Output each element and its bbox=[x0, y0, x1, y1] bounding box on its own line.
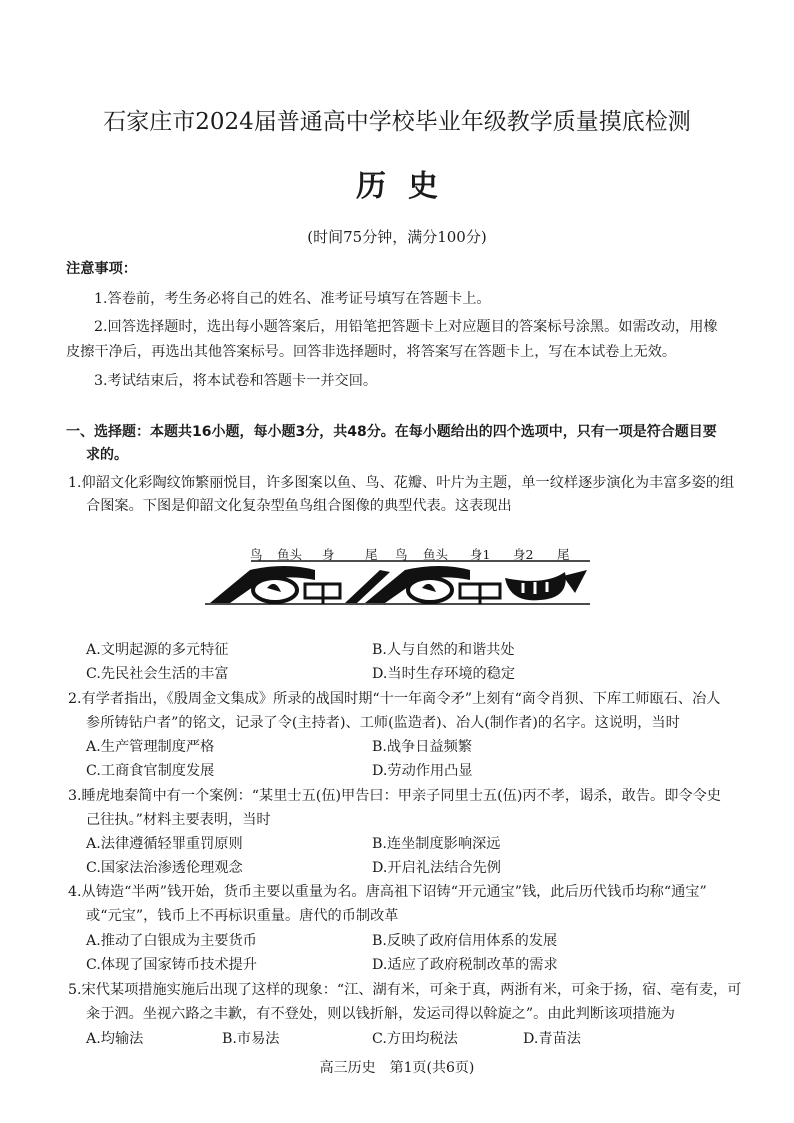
option-a: A.文明起源的多元特征 bbox=[86, 642, 229, 658]
notice-item: 2.回答选择题时，选出每小题答案后，用铅笔把答题卡上对应题目的答案标号涂黑。如需改动，用橡 bbox=[94, 319, 718, 335]
question-text: 5.宋代某项措施实施后出现了这样的现象：“江、湖有米，可籴于真，两浙有米，可籴于扬，宿、亳有麦，可 bbox=[68, 982, 742, 998]
option-a: A.均输法 bbox=[86, 1031, 144, 1047]
pattern-drawing bbox=[205, 558, 595, 608]
option-c: C.体现了国家铸币技术提升 bbox=[86, 957, 257, 973]
option-c: C.工商食官制度发展 bbox=[86, 763, 215, 779]
option-b: B.市易法 bbox=[222, 1031, 280, 1047]
option-d: D.适应了政府税制改革的需求 bbox=[372, 957, 558, 973]
option-c: C.先民社会生活的丰富 bbox=[86, 666, 229, 682]
page-footer: 高三历史 第1页(共6页) bbox=[319, 1060, 475, 1076]
figure-label: 身2 bbox=[513, 547, 534, 562]
figure-label: 尾 bbox=[365, 547, 378, 562]
time-info: (时间75分钟，满分100分) bbox=[307, 228, 487, 246]
option-b: B.人与自然的和谐共处 bbox=[372, 642, 515, 658]
question-text: 参所铸钻户者”的铭文，记录了令(主持者)、工师(监造者)、冶人(制作者)的名字。这说明，当时 bbox=[86, 715, 680, 731]
figure-label: 鸟 bbox=[250, 547, 263, 562]
figure-label: 身1 bbox=[470, 547, 491, 562]
question-text: 籴于泗。坐视六路之丰歉，有不登处，则以钱折斛，发运司得以斡旋之”。由此判断该项措施为 bbox=[86, 1006, 675, 1022]
section-heading: 一、选择题：本题共16小题，每小题3分，共48分。在每小题给出的四个选项中，只有一项是符合题目要 bbox=[66, 424, 717, 440]
notice-item: 3.考试结束后，将本试卷和答题卡一并交回。 bbox=[94, 373, 378, 389]
option-d: D.开启礼法结合先例 bbox=[372, 860, 501, 876]
question-text: 2.有学者指出，《殷周金文集成》所录的战国时期“十一年啇令矛”上刻有“啇令肖狈、下库工师瓯石、冶人 bbox=[68, 691, 721, 707]
notice-item: 皮擦干净后，再选出其他答案标号。回答非选择题时，将答案写在答题卡上，写在本试卷上无效。 bbox=[66, 344, 677, 360]
question-text: 或“元宝”，钱币上不再标识重量。唐代的币制改革 bbox=[86, 908, 399, 924]
figure-label: 鱼头 bbox=[423, 547, 449, 562]
notice-item: 1.答卷前，考生务必将自己的姓名、准考证号填写在答题卡上。 bbox=[94, 291, 491, 307]
notice-heading: 注意事项： bbox=[66, 261, 137, 277]
option-d: D.劳动作用凸显 bbox=[372, 763, 473, 779]
option-c: C.国家法治渗透伦理观念 bbox=[86, 860, 243, 876]
exam-title: 石家庄市2024届普通高中学校毕业年级教学质量摸底检测 bbox=[103, 109, 691, 135]
option-b: B.连坐制度影响深远 bbox=[372, 836, 501, 852]
question-text: 4.从铸造“半两”钱开始，货币主要以重量为名。唐高祖下诏铸“开元通宝”钱，此后历代钱币均称“通宝” bbox=[68, 884, 707, 900]
subject-title: 历史 bbox=[356, 169, 460, 204]
option-d: D.当时生存环境的稳定 bbox=[372, 666, 516, 682]
option-b: B.反映了政府信用体系的发展 bbox=[372, 933, 558, 949]
question-text: 1.仰韶文化彩陶纹饰繁丽悦目，许多图案以鱼、鸟、花瓣、叶片为主题，单一纹样逐步演化为丰富多姿的组 bbox=[68, 475, 735, 491]
figure-label: 鸟 bbox=[395, 547, 408, 562]
figure-label: 身 bbox=[322, 547, 335, 562]
option-a: A.法律遵循轻罪重罚原则 bbox=[86, 836, 243, 852]
option-a: A.推动了白银成为主要货币 bbox=[86, 933, 257, 949]
figure-label: 鱼头 bbox=[277, 547, 303, 562]
option-d: D.青苗法 bbox=[523, 1031, 581, 1047]
option-a: A.生产管理制度严格 bbox=[86, 739, 215, 755]
option-b: B.战争日益频繁 bbox=[372, 739, 473, 755]
question-text: 合图案。下图是仰韶文化复杂型鱼鸟组合图像的典型代表。这表现出 bbox=[86, 498, 512, 514]
section-heading-cont: 求的。 bbox=[86, 447, 128, 463]
figure-label: 尾 bbox=[557, 547, 570, 562]
option-c: C.方田均税法 bbox=[372, 1031, 458, 1047]
question-text: 己往执。”材料主要表明，当时 bbox=[86, 812, 271, 828]
question-text: 3.睡虎地秦简中有一个案例：“某里士五(伍)甲告曰：甲亲子同里士五(伍)丙不孝，谒杀，敢告。即令令史 bbox=[68, 788, 721, 804]
